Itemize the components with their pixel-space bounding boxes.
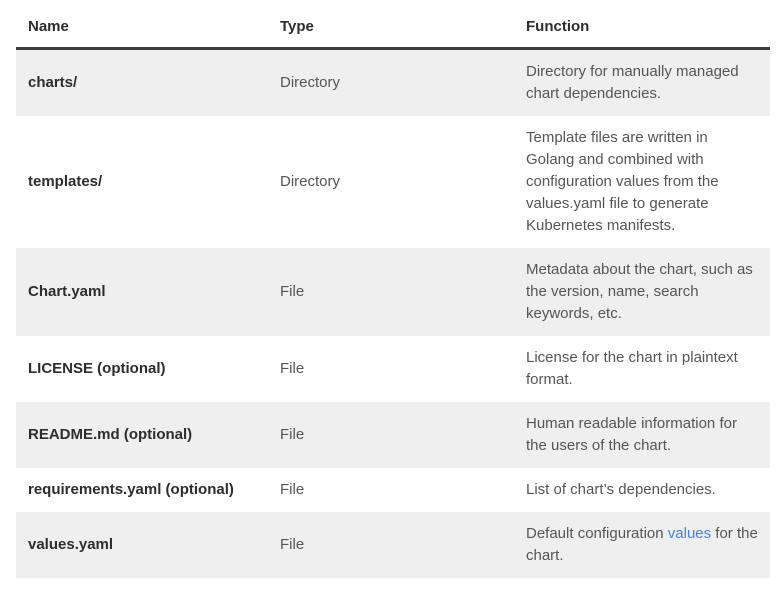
function-text-before: Default configuration	[526, 525, 668, 542]
table-row	[16, 402, 770, 468]
function-text-after: for the chart.	[526, 525, 758, 564]
name-cell: README.md (optional)	[28, 426, 193, 443]
table-row	[16, 336, 770, 402]
function-cell: Template files are written in Golang and combined with configuration values from the values.yaml file to generate Kubernetes manifests.	[526, 129, 719, 234]
function-cell	[514, 512, 770, 578]
function-cell: License for the chart in plaintext format.	[526, 349, 738, 388]
type-cell: Directory	[280, 173, 341, 190]
type-cell: File	[280, 360, 305, 377]
name-cell: Chart.yaml	[28, 283, 106, 300]
chart-files-table	[16, 10, 770, 578]
values-link[interactable]: values	[667, 525, 712, 542]
function-cell: List of chart’s dependencies.	[526, 481, 716, 498]
table-row	[16, 512, 770, 578]
type-cell: File	[280, 283, 305, 300]
name-cell: templates/	[28, 173, 103, 190]
type-cell: File	[280, 426, 305, 443]
function-cell: Human readable information for the users of the chart.	[526, 415, 737, 454]
table-row	[16, 248, 770, 336]
function-cell: Metadata about the chart, such as the version, name, search keywords, etc.	[526, 261, 753, 322]
type-cell: File	[280, 481, 305, 498]
column-header-name: Name	[16, 10, 268, 49]
table-header-row	[16, 10, 770, 49]
function-cell: Directory for manually managed chart dependencies.	[526, 63, 739, 102]
column-header-type: Type	[268, 10, 514, 49]
table-row	[16, 116, 770, 248]
table-row	[16, 468, 770, 512]
name-cell: requirements.yaml (optional)	[28, 481, 234, 498]
name-cell: values.yaml	[28, 536, 114, 553]
name-cell: charts/	[28, 74, 78, 91]
name-cell: LICENSE (optional)	[28, 360, 166, 377]
column-header-function: Function	[514, 10, 770, 49]
type-cell: File	[280, 536, 305, 553]
type-cell: Directory	[280, 74, 341, 91]
table-row	[16, 49, 770, 117]
